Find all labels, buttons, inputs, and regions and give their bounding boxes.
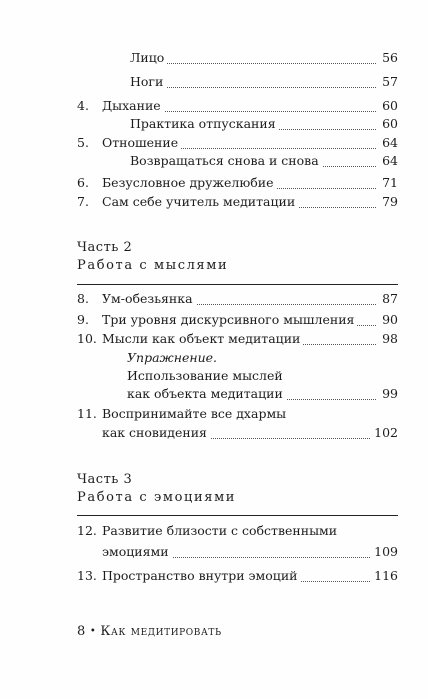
toc-entry bbox=[0, 192, 428, 212]
toc-entry bbox=[0, 329, 428, 349]
toc-entry-number: 8. bbox=[77, 291, 89, 306]
toc-entry-page: 109 bbox=[371, 542, 398, 562]
toc-entry bbox=[0, 72, 428, 92]
exercise-title-line-2: как объекта медитации bbox=[127, 384, 286, 404]
toc-entry bbox=[0, 566, 428, 586]
footer-book-title: Как медитировать bbox=[100, 624, 222, 639]
part-2-label: Часть 2 bbox=[77, 240, 133, 255]
toc-entry-title: Дыхание bbox=[102, 96, 164, 116]
toc-entry-title: Пространство внутри эмоций bbox=[102, 566, 300, 586]
toc-entry-title: Три уровня дискурсивного мышления bbox=[102, 310, 357, 330]
toc-entry-page: 98 bbox=[379, 329, 398, 349]
toc-entry-page: 87 bbox=[379, 289, 398, 309]
exercise-line-row bbox=[0, 366, 428, 386]
part-2-divider bbox=[77, 284, 398, 285]
toc-entry-number: 11. bbox=[77, 406, 97, 421]
toc-entry-title: Возвращаться снова и снова bbox=[130, 151, 322, 171]
toc-entry-line bbox=[0, 404, 428, 424]
toc-entry-title: Отношение bbox=[102, 133, 181, 153]
toc-entry-page: 71 bbox=[379, 173, 398, 193]
toc-entry-page: 56 bbox=[379, 48, 398, 68]
toc-entry bbox=[0, 48, 428, 68]
toc-entry-number: 5. bbox=[77, 135, 89, 150]
part-3-title: Работа с эмоциями bbox=[77, 490, 237, 505]
toc-entry-title-line-1: Воспринимайте все дхармы bbox=[102, 406, 287, 421]
toc-entry-number: 7. bbox=[77, 194, 89, 209]
toc-entry-page: 102 bbox=[371, 423, 398, 443]
toc-entry bbox=[0, 289, 428, 309]
toc-entry-title: Сам себе учитель медитации bbox=[102, 192, 298, 212]
toc-entry-title: Практика отпускания bbox=[130, 114, 279, 134]
toc-entry bbox=[0, 423, 428, 443]
running-footer bbox=[77, 624, 222, 639]
toc-entry-title: Лицо bbox=[130, 48, 167, 68]
toc-entry-number: 4. bbox=[77, 98, 89, 113]
toc-entry bbox=[0, 151, 428, 171]
toc-entry-page: 90 bbox=[379, 310, 398, 330]
toc-entry bbox=[0, 133, 428, 153]
toc-entry-title-line-2: эмоциями bbox=[102, 542, 172, 562]
toc-entry bbox=[0, 173, 428, 193]
footer-page-number: 8 bbox=[77, 624, 86, 639]
toc-entry-title-line-2: как сновидения bbox=[102, 423, 210, 443]
toc-entry-number: 6. bbox=[77, 175, 89, 190]
toc-entry-page: 60 bbox=[379, 96, 398, 116]
exercise-title-line-1: Использование мыслей bbox=[127, 368, 283, 383]
toc-entry-title: Мысли как объект медитации bbox=[102, 329, 303, 349]
part-3-label: Часть 3 bbox=[77, 472, 133, 487]
toc-entry bbox=[0, 96, 428, 116]
toc-entry-page: 57 bbox=[379, 72, 398, 92]
toc-entry-title: Ум-обезьянка bbox=[102, 289, 196, 309]
dot-leader bbox=[130, 87, 376, 88]
toc-entry-page: 64 bbox=[379, 133, 398, 153]
toc-entry-title: Безусловное дружелюбие bbox=[102, 173, 277, 193]
exercise-label: Упражнение. bbox=[127, 350, 218, 365]
toc-entry-page: 79 bbox=[379, 192, 398, 212]
toc-entry bbox=[0, 114, 428, 134]
exercise-label-row bbox=[0, 348, 428, 368]
toc-entry-line bbox=[0, 521, 428, 541]
toc-entry-title-line-1: Развитие близости с собственными bbox=[102, 523, 338, 538]
toc-entry-number: 12. bbox=[77, 523, 97, 538]
part-3-divider bbox=[77, 515, 398, 516]
toc-entry bbox=[0, 384, 428, 404]
toc-entry bbox=[0, 542, 428, 562]
toc-entry-title: Ноги bbox=[130, 72, 166, 92]
toc-entry-page: 99 bbox=[379, 384, 398, 404]
toc-entry-page: 64 bbox=[379, 151, 398, 171]
toc-entry-number: 10. bbox=[77, 331, 97, 346]
toc-entry bbox=[0, 310, 428, 330]
toc-entry-number: 9. bbox=[77, 312, 89, 327]
bullet-icon: • bbox=[89, 626, 97, 637]
toc-entry-page: 116 bbox=[371, 566, 398, 586]
toc-entry-page: 60 bbox=[379, 114, 398, 134]
part-2-title: Работа с мыслями bbox=[77, 258, 229, 273]
toc-entry-number: 13. bbox=[77, 568, 97, 583]
